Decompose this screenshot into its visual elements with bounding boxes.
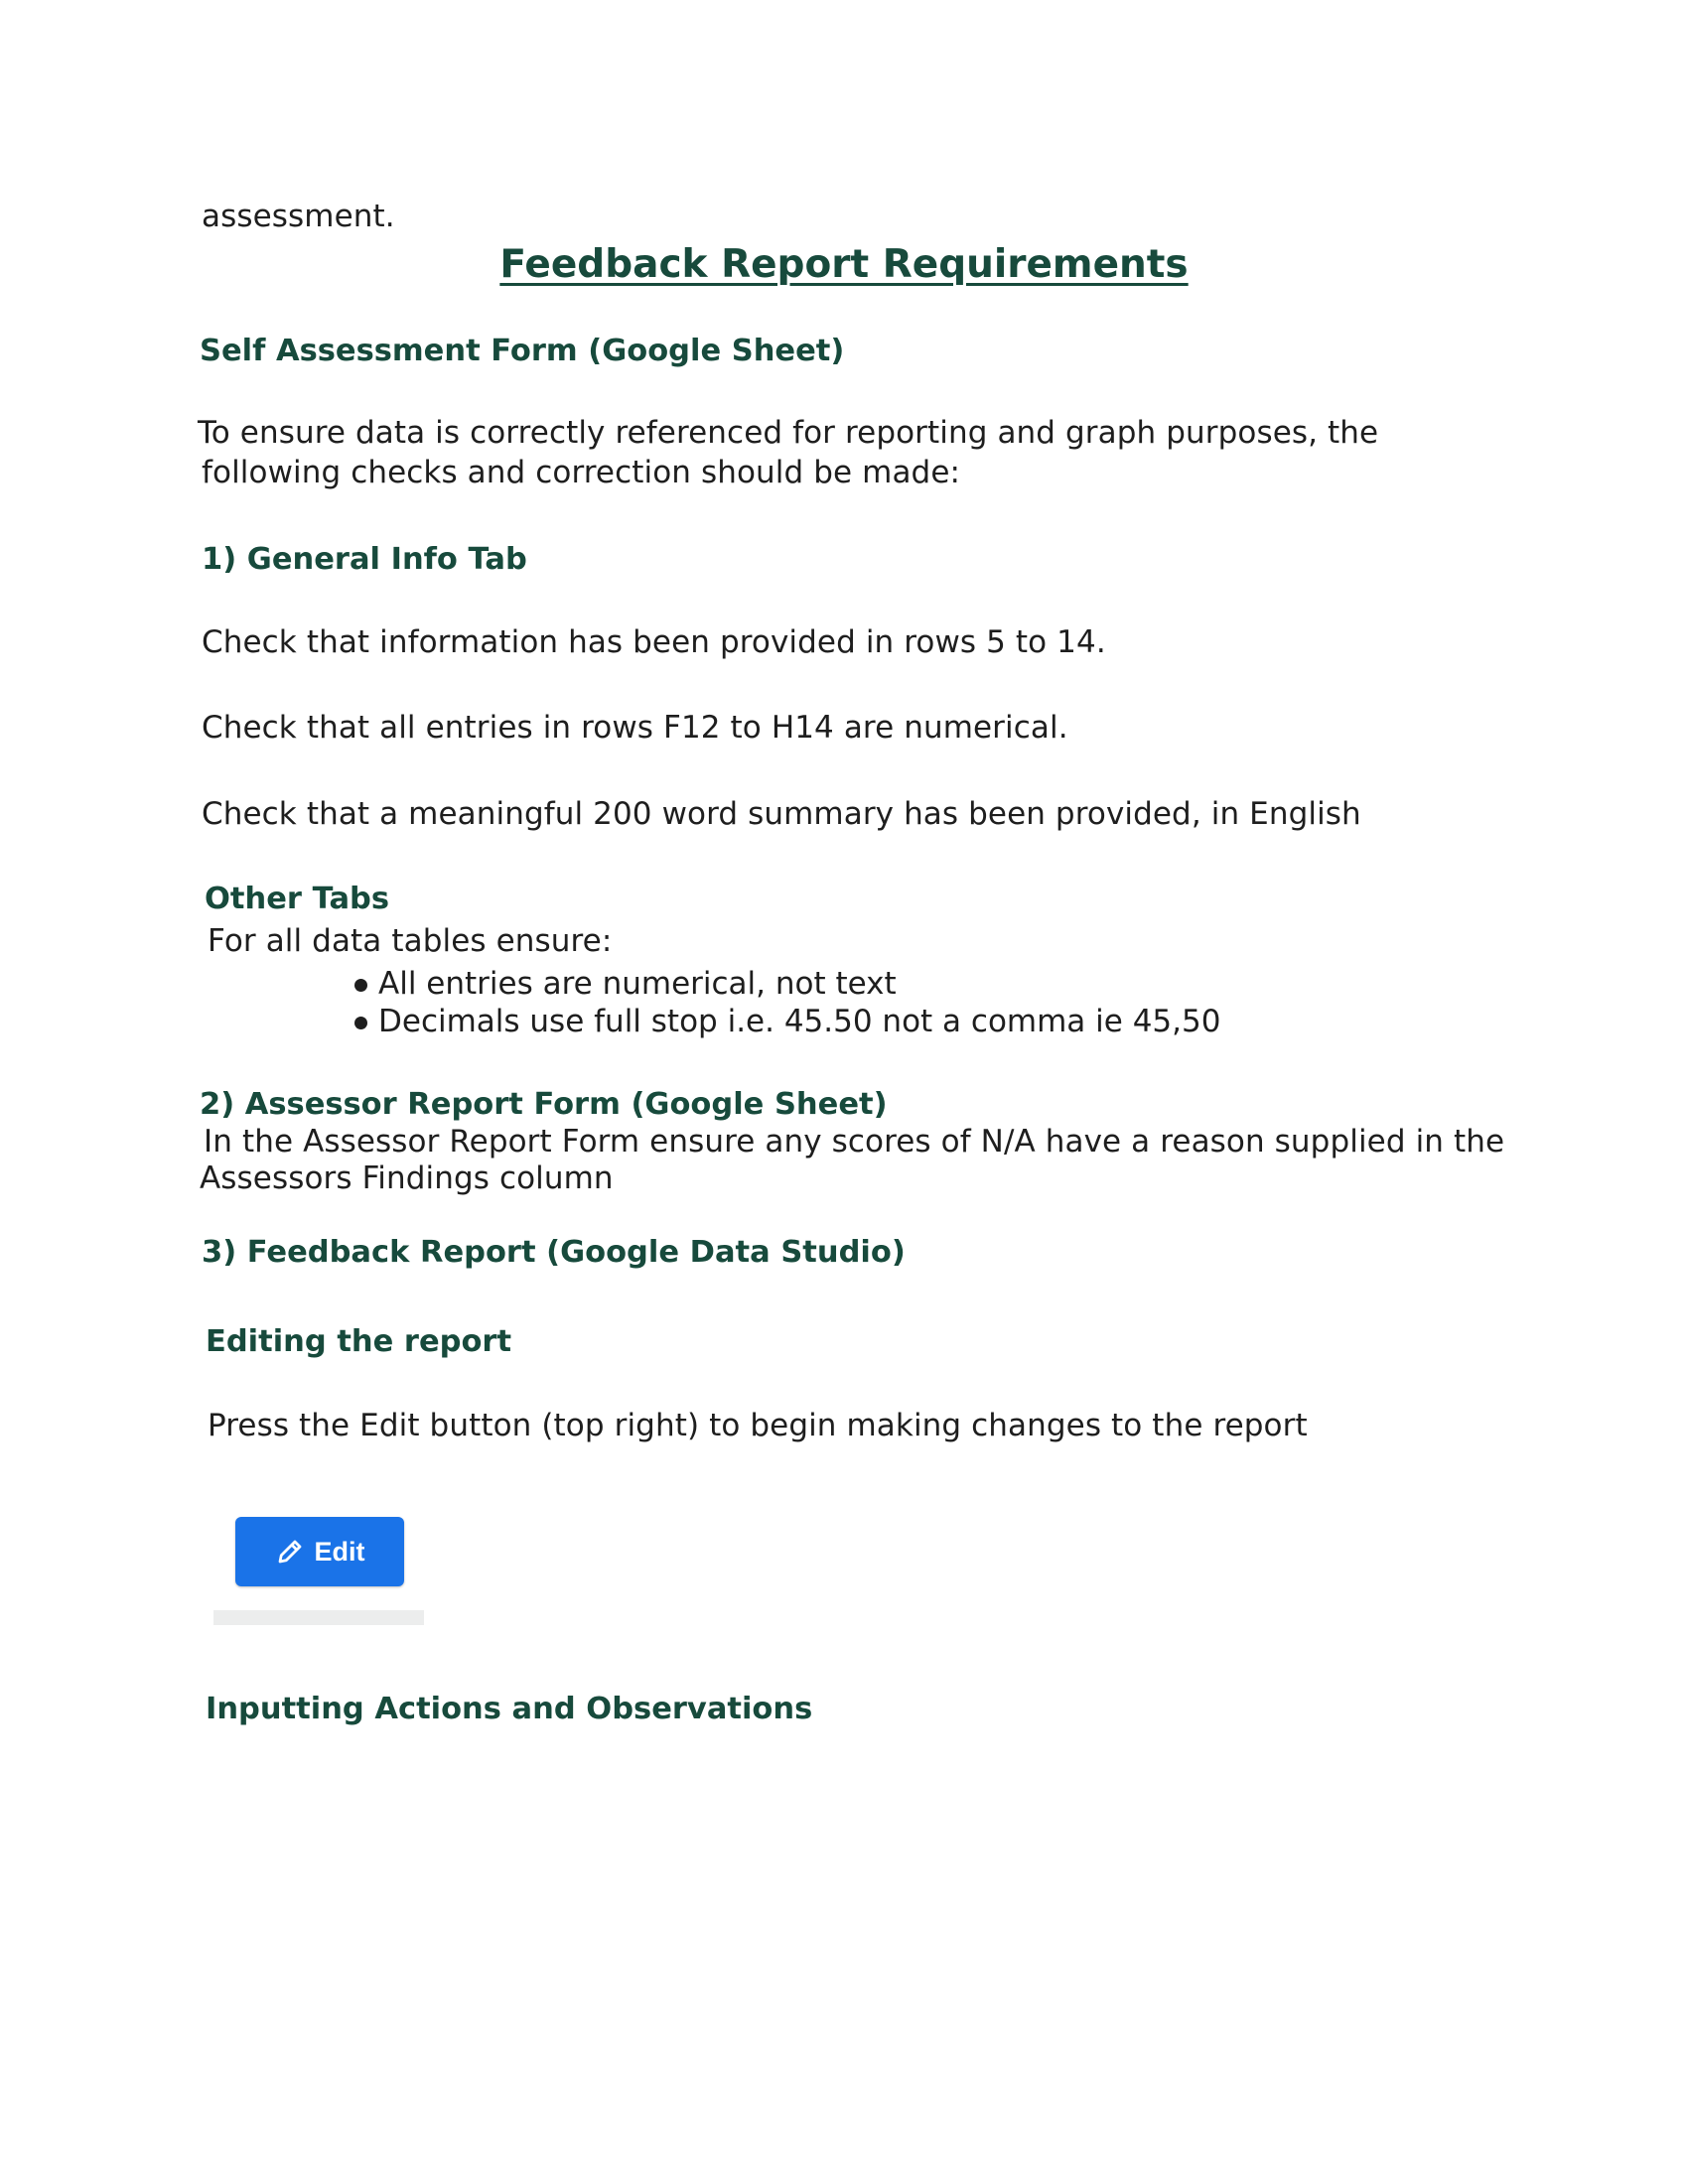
inputting-actions-heading: Inputting Actions and Observations (206, 1692, 813, 1726)
general-info-check-3: Check that a meaningful 200 word summary has been provided, in English (202, 796, 1361, 832)
editing-report-text: Press the Edit button (top right) to begin making changes to the report (208, 1408, 1308, 1443)
editing-report-heading: Editing the report (206, 1324, 512, 1359)
other-tabs-bullet-list (352, 965, 1220, 1040)
edit-button[interactable] (235, 1517, 404, 1586)
bullet-icon (354, 1017, 367, 1029)
general-info-heading: 1) General Info Tab (202, 542, 527, 577)
assessor-report-heading: 2) Assessor Report Form (Google Sheet) (200, 1087, 888, 1122)
edit-button-label: Edit (314, 1536, 365, 1567)
other-tabs-heading: Other Tabs (205, 882, 390, 916)
assessor-report-line1: In the Assessor Report Form ensure any scores of N/A have a reason supplied in the (204, 1124, 1505, 1160)
edit-button-screenshot (213, 1517, 424, 1626)
feedback-report-heading: 3) Feedback Report (Google Data Studio) (202, 1235, 906, 1270)
page-title: Feedback Report Requirements (499, 242, 1189, 287)
self-assessment-intro-line2: following checks and correction should be made: (202, 455, 961, 490)
assessor-report-line2: Assessors Findings column (200, 1160, 614, 1196)
other-tabs-intro: For all data tables ensure: (208, 923, 613, 959)
general-info-check-2: Check that all entries in rows F12 to H14 are numerical. (202, 710, 1068, 746)
list-item: All entries are numerical, not text (352, 965, 1220, 1003)
intro-fragment: assessment. (202, 199, 395, 234)
self-assessment-heading: Self Assessment Form (Google Sheet) (200, 334, 845, 368)
self-assessment-intro-line1: To ensure data is correctly referenced for reporting and graph purposes, the (198, 415, 1379, 451)
bullet-icon (354, 979, 367, 992)
general-info-check-1: Check that information has been provided in rows 5 to 14. (202, 624, 1106, 660)
toolbar-strip (213, 1610, 424, 1625)
pencil-icon (275, 1537, 305, 1567)
list-item: Decimals use full stop i.e. 45.50 not a comma ie 45,50 (352, 1003, 1220, 1040)
